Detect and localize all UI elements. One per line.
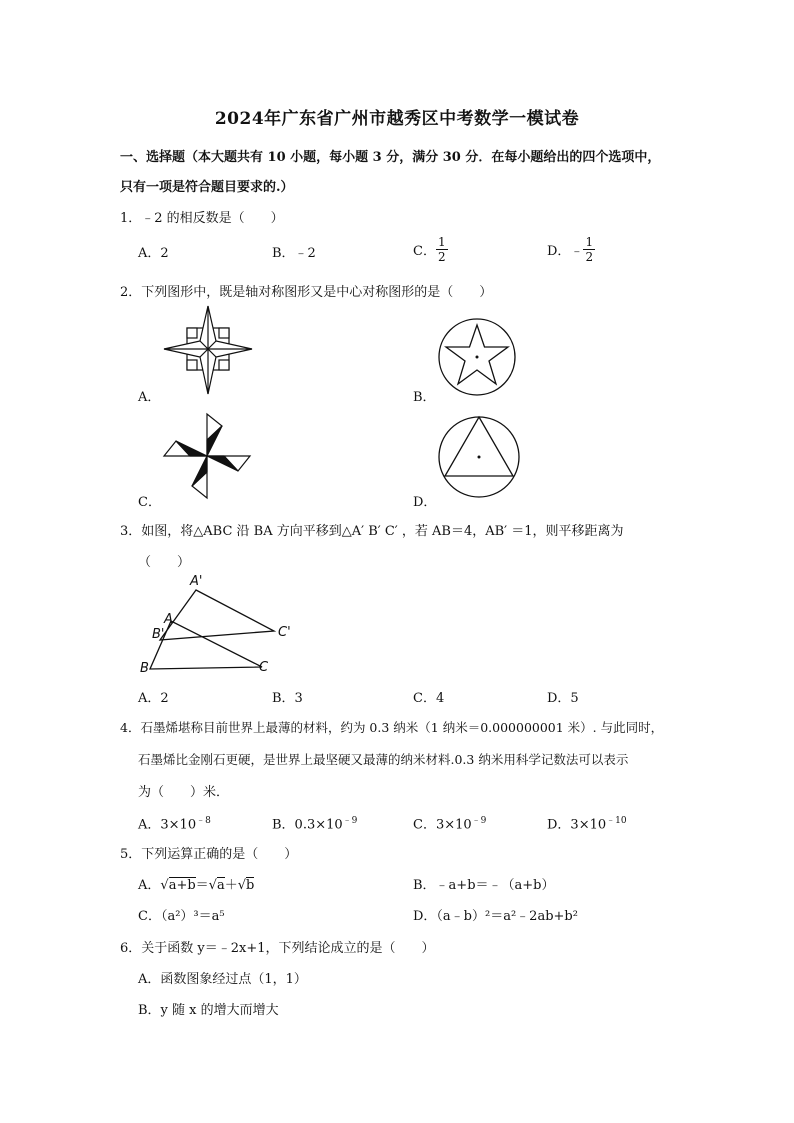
q5-option-a-label: A． xyxy=(138,878,161,893)
q6-option-a: A．函数图象经过点（1，1） xyxy=(138,972,307,987)
q5-option-b: B．﹣a+b＝﹣（a+b） xyxy=(413,878,555,893)
page-title: 2024年广东省广州市越秀区中考数学一模试卷 xyxy=(214,109,580,129)
compass-star-figure xyxy=(160,304,256,396)
q4-option-d xyxy=(547,813,627,832)
q4-option-c-exp: ﹣9 xyxy=(471,816,487,826)
q3-option-a: A．2 xyxy=(138,691,169,706)
star-in-circle-figure xyxy=(436,316,518,398)
q3-stem: 3．如图，将△ABC 沿 BA 方向平移到△A′ B′ C′ ，若 AB＝4，AB′ ＝1，则平移距离为 xyxy=(120,524,624,539)
q5-option-d: D．（a﹣b）²＝a²﹣2ab+b² xyxy=(413,909,578,924)
radicand-3: b xyxy=(246,878,255,893)
label-b: B xyxy=(140,661,149,676)
q4-stem-line3: 为（ ）米． xyxy=(138,785,230,800)
q2-option-d: D． xyxy=(413,495,437,510)
label-a: A xyxy=(164,612,173,627)
fraction-denominator: 2 xyxy=(437,250,446,264)
q4-option-b-base: B．0.3×10 xyxy=(272,817,343,833)
pinwheel-figure xyxy=(162,412,252,500)
label-c-prime: C' xyxy=(278,625,291,640)
q2-option-b: B． xyxy=(413,390,436,405)
sqrt-icon: √ xyxy=(160,878,169,893)
q3-option-b: B．3 xyxy=(272,691,303,706)
q6-stem: 6．关于函数 y＝﹣2x+1，下列结论成立的是（ ） xyxy=(120,941,435,956)
q4-option-d-base: D．3×10 xyxy=(547,817,607,833)
plus-sign: ＋ xyxy=(224,878,238,893)
q1-option-d-label: D．﹣ xyxy=(547,244,584,259)
q2-option-c: C． xyxy=(138,495,161,510)
equals-sign: ＝ xyxy=(195,878,209,893)
q3-paren: （ ） xyxy=(138,555,191,570)
q1-option-d-fraction xyxy=(583,236,595,263)
section-heading-line2: 只有一项是符合题目要求的.） xyxy=(120,180,294,195)
q6-option-b: B．y 随 x 的增大而增大 xyxy=(138,1003,279,1018)
label-a-prime: A' xyxy=(190,574,203,589)
q4-stem-line2: 石墨烯比金刚石更硬，是世界上最坚硬又最薄的纳米材料.0.3 纳米用科学记数法可以表示 xyxy=(138,752,629,767)
q1-option-d xyxy=(547,236,595,263)
section-heading-line1: 一、选择题（本大题共有 10 小题，每小题 3 分，满分 30 分．在每小题给出的四个选项中， xyxy=(120,150,661,165)
radicand-2: a xyxy=(216,878,225,893)
q4-option-a xyxy=(138,813,211,832)
q3-option-d: D．5 xyxy=(547,691,579,706)
q4-option-d-exp: ﹣10 xyxy=(606,816,627,826)
q5-stem: 5．下列运算正确的是（ ） xyxy=(120,847,298,862)
q4-option-b xyxy=(272,813,357,832)
q4-stem-line1: 4．石墨烯堪称目前世界上最薄的材料，约为 0.3 纳米（1 纳米＝0.000000001 米）. 与此同时， xyxy=(120,720,664,735)
q4-option-c xyxy=(413,813,486,832)
label-c: C xyxy=(259,660,269,675)
q2-option-a: A． xyxy=(138,390,161,405)
fraction-numerator: 1 xyxy=(437,235,446,249)
fraction-denominator: 2 xyxy=(585,250,594,264)
q4-option-a-base: A．3×10 xyxy=(138,817,197,833)
label-b-prime: B' xyxy=(152,627,165,642)
q4-option-c-base: C．3×10 xyxy=(413,817,472,833)
q1-option-c xyxy=(413,236,448,263)
q1-option-c-fraction xyxy=(436,236,448,263)
q4-option-b-exp: ﹣9 xyxy=(342,816,358,826)
sqrt-icon: √ xyxy=(237,878,247,893)
fraction-numerator: 1 xyxy=(585,235,594,249)
q1-stem: 1．﹣2 的相反数是（ ） xyxy=(120,211,284,226)
q1-option-c-label: C． xyxy=(413,244,436,259)
q5-option-a xyxy=(138,874,254,893)
q3-option-c: C．4 xyxy=(413,691,445,706)
q2-stem: 2．下列图形中，既是轴对称图形又是中心对称图形的是（ ） xyxy=(120,285,493,300)
q1-option-b: B．﹣2 xyxy=(272,246,316,261)
q4-option-a-exp: ﹣8 xyxy=(196,816,211,826)
triangle-in-circle-figure xyxy=(436,414,522,500)
radicand-1: a+b xyxy=(168,878,196,893)
q5-option-c: C．（a²）³＝a⁵ xyxy=(138,909,225,924)
q1-option-a: A．2 xyxy=(138,246,169,261)
sqrt-icon: √ xyxy=(208,878,217,893)
